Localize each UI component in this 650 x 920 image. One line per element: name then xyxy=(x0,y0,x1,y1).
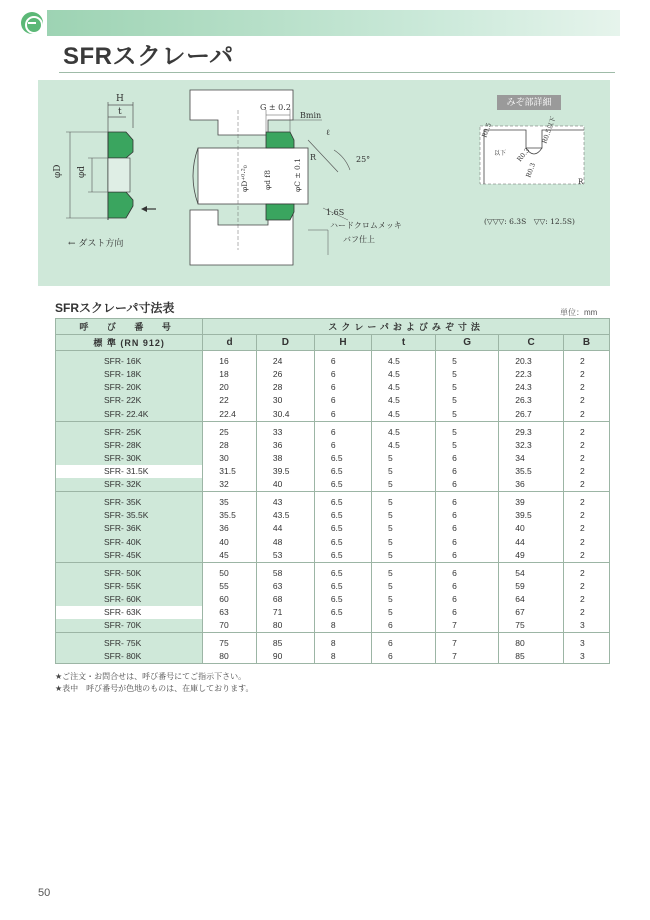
cell-value: 6 xyxy=(436,593,499,606)
cell-value: 39 xyxy=(499,492,564,510)
cell-value: 6 xyxy=(436,562,499,580)
cell-value: 63 xyxy=(203,606,257,619)
cell-value: 5 xyxy=(436,408,499,422)
cell-value: 53 xyxy=(256,549,314,563)
finish-legend: (▽▽▽: 6.3S ▽▽: 12.5S) xyxy=(484,217,575,226)
cell-value: 5 xyxy=(436,381,499,394)
cell-value: 31.5 xyxy=(203,465,257,478)
label-r-detail: R xyxy=(578,178,584,186)
header-call-number: 呼 び 番 号 xyxy=(56,319,203,335)
cell-value: 5 xyxy=(372,549,436,563)
cell-value: 28 xyxy=(256,381,314,394)
cell-value: 36 xyxy=(203,522,257,535)
cell-value: 6.5 xyxy=(314,465,371,478)
cell-value: 2 xyxy=(563,465,609,478)
cell-value: 90 xyxy=(256,650,314,664)
cell-value: 8 xyxy=(314,633,371,651)
cell-value: 6 xyxy=(436,549,499,563)
cell-value: 5 xyxy=(436,351,499,369)
table-row xyxy=(56,549,610,563)
cell-value: 40 xyxy=(256,478,314,492)
table-header-row xyxy=(56,319,610,335)
cell-value: 2 xyxy=(563,606,609,619)
cell-value: 2 xyxy=(563,368,609,381)
cell-value: 30 xyxy=(203,452,257,465)
cell-value: 35.5 xyxy=(203,509,257,522)
cell-call-number: SFR- 80K xyxy=(56,650,203,664)
cell-value: 7 xyxy=(436,650,499,664)
cell-value: 60 xyxy=(203,593,257,606)
cell-value: 8 xyxy=(314,650,371,664)
cell-value: 30 xyxy=(256,394,314,407)
cell-value: 2 xyxy=(563,549,609,563)
cell-value: 6 xyxy=(436,478,499,492)
brand-logo-icon xyxy=(21,12,43,34)
cell-value: 33 xyxy=(256,421,314,439)
label-B-min: Bmin xyxy=(300,111,322,120)
scraper-section xyxy=(53,94,156,249)
label-r05-right: R0.5以下 xyxy=(540,115,558,145)
header-B: B xyxy=(563,335,609,351)
cell-value: 5 xyxy=(372,562,436,580)
table-row xyxy=(56,368,610,381)
table-row xyxy=(56,439,610,452)
cell-value: 39.5 xyxy=(256,465,314,478)
table-row xyxy=(56,381,610,394)
cell-value: 2 xyxy=(563,478,609,492)
cell-value: 5 xyxy=(372,593,436,606)
cell-value: 6 xyxy=(372,619,436,633)
cell-value: 2 xyxy=(563,452,609,465)
label-25deg: 25° xyxy=(356,155,371,164)
label-hard-chrome: ハードクロムメッキ xyxy=(330,221,402,230)
cell-call-number: SFR- 40K xyxy=(56,536,203,549)
label-l: ℓ xyxy=(326,128,330,137)
cell-value: 7 xyxy=(436,619,499,633)
cell-value: 45 xyxy=(203,549,257,563)
cell-value: 68 xyxy=(256,593,314,606)
header-t: t xyxy=(372,335,436,351)
cell-value: 16 xyxy=(203,351,257,369)
cell-value: 6 xyxy=(436,606,499,619)
label-H: H xyxy=(116,94,124,104)
cell-value: 55 xyxy=(203,580,257,593)
cell-value: 5 xyxy=(372,492,436,510)
label-1-6s: 1.6S xyxy=(326,208,345,217)
header-G: G xyxy=(436,335,499,351)
cell-value: 3 xyxy=(563,650,609,664)
table-title: SFRスクレーパ寸法表 xyxy=(55,301,175,315)
cell-value: 5 xyxy=(372,536,436,549)
table-row xyxy=(56,606,610,619)
cell-call-number: SFR- 45K xyxy=(56,549,203,563)
cell-value: 3 xyxy=(563,619,609,633)
cell-value: 7 xyxy=(436,633,499,651)
cell-value: 2 xyxy=(563,509,609,522)
cell-value: 22.4 xyxy=(203,408,257,422)
dimension-table xyxy=(55,318,610,664)
cell-value: 20 xyxy=(203,381,257,394)
cell-value: 8 xyxy=(314,619,371,633)
cell-value: 5 xyxy=(372,580,436,593)
cell-call-number: SFR- 28K xyxy=(56,439,203,452)
cell-value: 2 xyxy=(563,536,609,549)
cell-value: 6.5 xyxy=(314,536,371,549)
cell-value: 6.5 xyxy=(314,549,371,563)
cell-value: 6 xyxy=(314,381,371,394)
header-standard: 標 準 (RN 912) xyxy=(56,335,203,351)
cell-value: 6 xyxy=(314,421,371,439)
groove-detail xyxy=(480,115,584,226)
cell-value: 26.3 xyxy=(499,394,564,407)
table-row xyxy=(56,465,610,478)
cell-value: 28 xyxy=(203,439,257,452)
cell-call-number: SFR- 36K xyxy=(56,522,203,535)
footnote-stock: ★表中 呼び番号が色地のものは、在庫しております。 xyxy=(55,684,254,693)
cell-value: 40 xyxy=(499,522,564,535)
cell-value: 4.5 xyxy=(372,368,436,381)
label-r03-b: R0.3 xyxy=(524,161,538,179)
cell-value: 49 xyxy=(499,549,564,563)
cell-value: 71 xyxy=(256,606,314,619)
cell-value: 36 xyxy=(499,478,564,492)
cell-value: 6 xyxy=(436,492,499,510)
label-R: R xyxy=(310,153,317,162)
scraper-diagram xyxy=(38,80,610,286)
cell-call-number: SFR- 35.5K xyxy=(56,509,203,522)
cell-value: 36 xyxy=(256,439,314,452)
cell-value: 40 xyxy=(203,536,257,549)
cell-call-number: SFR- 22K xyxy=(56,394,203,407)
cell-value: 6 xyxy=(436,536,499,549)
cell-value: 2 xyxy=(563,562,609,580)
cell-value: 70 xyxy=(203,619,257,633)
cell-call-number: SFR- 55K xyxy=(56,580,203,593)
cell-value: 5 xyxy=(372,452,436,465)
cell-value: 6 xyxy=(436,580,499,593)
table-row xyxy=(56,509,610,522)
table-row xyxy=(56,522,610,535)
cell-call-number: SFR- 25K xyxy=(56,421,203,439)
cell-value: 6 xyxy=(372,650,436,664)
cell-value: 4.5 xyxy=(372,381,436,394)
cell-value: 67 xyxy=(499,606,564,619)
table-row xyxy=(56,650,610,664)
cell-value: 4.5 xyxy=(372,408,436,422)
cell-value: 5 xyxy=(372,465,436,478)
table-row xyxy=(56,619,610,633)
cell-value: 85 xyxy=(256,633,314,651)
label-r05-left: R0.5 xyxy=(480,121,494,139)
cell-value: 6 xyxy=(314,351,371,369)
cell-value: 39.5 xyxy=(499,509,564,522)
cell-value: 43.5 xyxy=(256,509,314,522)
cell-value: 30.4 xyxy=(256,408,314,422)
table-row xyxy=(56,408,610,422)
page-title: SFRスクレーパ xyxy=(63,43,234,70)
table-row xyxy=(56,562,610,580)
table-row xyxy=(56,421,610,439)
cell-value: 2 xyxy=(563,492,609,510)
cell-value: 2 xyxy=(563,593,609,606)
cell-value: 2 xyxy=(563,381,609,394)
cell-value: 64 xyxy=(499,593,564,606)
groove-section xyxy=(190,90,402,265)
cell-value: 6 xyxy=(436,465,499,478)
cell-value: 6 xyxy=(372,633,436,651)
label-groove-C: φC ± 0.1 xyxy=(293,158,302,192)
cell-call-number: SFR- 20K xyxy=(56,381,203,394)
cell-value: 59 xyxy=(499,580,564,593)
cell-value: 75 xyxy=(203,633,257,651)
cell-value: 2 xyxy=(563,439,609,452)
cell-value: 75 xyxy=(499,619,564,633)
cell-value: 85 xyxy=(499,650,564,664)
label-t: t xyxy=(118,107,122,117)
cell-value: 6.5 xyxy=(314,509,371,522)
cell-value: 2 xyxy=(563,421,609,439)
cell-value: 6.5 xyxy=(314,492,371,510)
table-row xyxy=(56,351,610,369)
header-D: D xyxy=(256,335,314,351)
cell-call-number: SFR- 70K xyxy=(56,619,203,633)
cell-call-number: SFR- 35K xyxy=(56,492,203,510)
cell-value: 5 xyxy=(372,509,436,522)
cell-value: 80 xyxy=(203,650,257,664)
label-r03-a: R0.3 xyxy=(515,146,532,164)
cell-call-number: SFR- 22.4K xyxy=(56,408,203,422)
table-row xyxy=(56,394,610,407)
cell-value: 22 xyxy=(203,394,257,407)
label-ika: 以下 xyxy=(494,150,507,157)
cell-value: 5 xyxy=(372,606,436,619)
cell-value: 26 xyxy=(256,368,314,381)
cell-value: 5 xyxy=(372,522,436,535)
cell-value: 4.5 xyxy=(372,439,436,452)
cell-value: 6 xyxy=(436,452,499,465)
table-row xyxy=(56,478,610,492)
cell-value: 2 xyxy=(563,408,609,422)
cell-value: 6 xyxy=(436,509,499,522)
table-subheader-row xyxy=(56,335,610,351)
cell-value: 3 xyxy=(563,633,609,651)
header-H: H xyxy=(314,335,371,351)
cell-value: 44 xyxy=(499,536,564,549)
cell-value: 4.5 xyxy=(372,394,436,407)
cell-call-number: SFR- 75K xyxy=(56,633,203,651)
title-divider xyxy=(59,72,615,73)
footnote-order: ★ご注文・お問合せは、呼び番号にてご指示下さい。 xyxy=(55,672,247,681)
cell-value: 5 xyxy=(436,421,499,439)
table-row xyxy=(56,593,610,606)
cell-value: 32 xyxy=(203,478,257,492)
cell-value: 35.5 xyxy=(499,465,564,478)
label-groove-D: φD⁺⁰⋅²₀ xyxy=(240,165,249,192)
cell-value: 6 xyxy=(314,368,371,381)
groove-detail-badge: みぞ部詳細 xyxy=(497,95,561,110)
table-row xyxy=(56,492,610,510)
cell-call-number: SFR- 50K xyxy=(56,562,203,580)
cell-call-number: SFR- 31.5K xyxy=(56,465,203,478)
unit-label: 単位：mm xyxy=(560,308,598,317)
cell-value: 6.5 xyxy=(314,580,371,593)
dust-direction-label: ← ダスト方向 xyxy=(68,239,124,249)
label-G: G ± 0.2 xyxy=(260,103,291,112)
cell-value: 50 xyxy=(203,562,257,580)
cell-value: 6 xyxy=(314,408,371,422)
cell-value: 5 xyxy=(436,368,499,381)
label-phi-D: φD xyxy=(53,164,63,178)
label-phi-d: φd xyxy=(77,165,87,178)
cell-value: 22.3 xyxy=(499,368,564,381)
cell-value: 25 xyxy=(203,421,257,439)
cell-value: 48 xyxy=(256,536,314,549)
cell-call-number: SFR- 60K xyxy=(56,593,203,606)
cell-value: 5 xyxy=(436,439,499,452)
header-d: d xyxy=(203,335,257,351)
cell-value: 54 xyxy=(499,562,564,580)
cell-value: 2 xyxy=(563,351,609,369)
cell-value: 6 xyxy=(436,522,499,535)
cell-call-number: SFR- 30K xyxy=(56,452,203,465)
cell-value: 2 xyxy=(563,522,609,535)
cell-value: 24.3 xyxy=(499,381,564,394)
table-row xyxy=(56,633,610,651)
technical-diagram-panel xyxy=(38,80,610,286)
cell-value: 20.3 xyxy=(499,351,564,369)
cell-call-number: SFR- 32K xyxy=(56,478,203,492)
cell-value: 34 xyxy=(499,452,564,465)
label-rod-d: φd f8 xyxy=(263,170,272,190)
cell-value: 6.5 xyxy=(314,593,371,606)
cell-value: 6.5 xyxy=(314,478,371,492)
table-row xyxy=(56,452,610,465)
cell-call-number: SFR- 16K xyxy=(56,351,203,369)
cell-value: 29.3 xyxy=(499,421,564,439)
cell-value: 58 xyxy=(256,562,314,580)
cell-value: 6.5 xyxy=(314,562,371,580)
cell-value: 63 xyxy=(256,580,314,593)
header-dimensions: スクレーパおよびみぞ寸法 xyxy=(203,319,610,335)
cell-value: 18 xyxy=(203,368,257,381)
cell-call-number: SFR- 18K xyxy=(56,368,203,381)
cell-value: 4.5 xyxy=(372,421,436,439)
title-band xyxy=(47,10,620,36)
cell-value: 5 xyxy=(436,394,499,407)
cell-value: 80 xyxy=(256,619,314,633)
cell-value: 32.3 xyxy=(499,439,564,452)
cell-value: 38 xyxy=(256,452,314,465)
cell-value: 6.5 xyxy=(314,452,371,465)
cell-value: 4.5 xyxy=(372,351,436,369)
cell-call-number: SFR- 63K xyxy=(56,606,203,619)
cell-value: 26.7 xyxy=(499,408,564,422)
table-row xyxy=(56,536,610,549)
table-row xyxy=(56,580,610,593)
cell-value: 80 xyxy=(499,633,564,651)
cell-value: 44 xyxy=(256,522,314,535)
cell-value: 6 xyxy=(314,439,371,452)
cell-value: 6 xyxy=(314,394,371,407)
cell-value: 35 xyxy=(203,492,257,510)
cell-value: 24 xyxy=(256,351,314,369)
cell-value: 5 xyxy=(372,478,436,492)
cell-value: 6.5 xyxy=(314,606,371,619)
cell-value: 6.5 xyxy=(314,522,371,535)
footnotes xyxy=(55,671,254,695)
page-number: 50 xyxy=(38,887,51,899)
table-body xyxy=(56,351,610,664)
cell-value: 2 xyxy=(563,394,609,407)
label-buff-finish: バフ仕上 xyxy=(343,235,375,244)
cell-value: 43 xyxy=(256,492,314,510)
header-C: C xyxy=(499,335,564,351)
cell-value: 2 xyxy=(563,580,609,593)
